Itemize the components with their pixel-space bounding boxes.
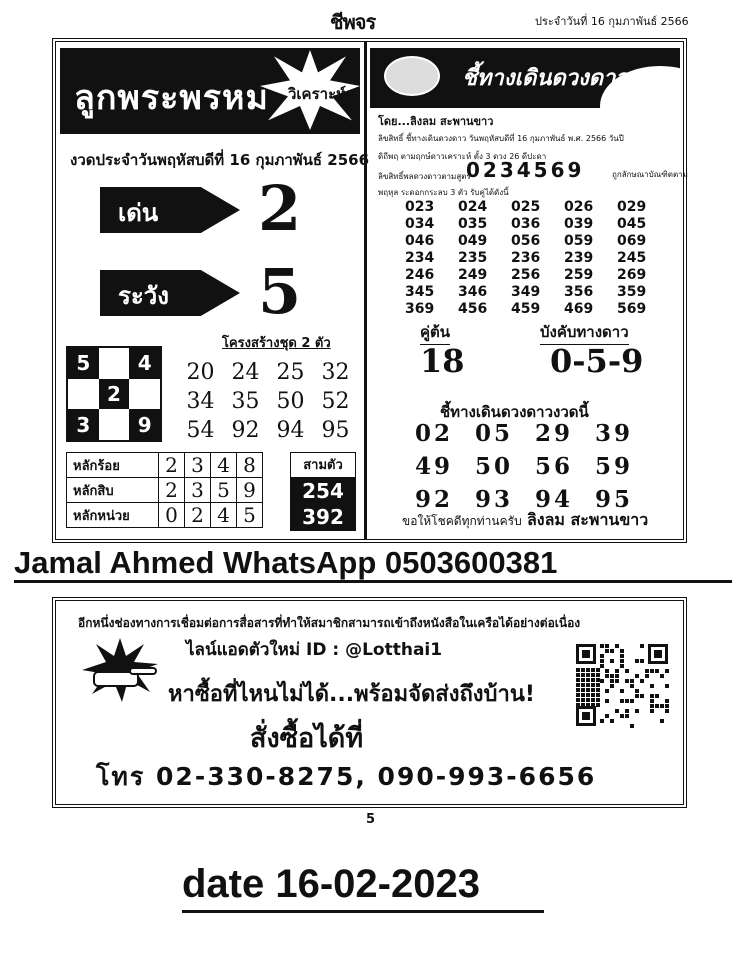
left-banner-title: ลูกพระพรหม <box>74 78 269 118</box>
triple-number: 025 <box>511 199 541 215</box>
route-number: 92 <box>415 486 454 513</box>
blessing-text: ขอให้โชคดีทุกท่านครับ <box>402 514 522 528</box>
triple-number: 569 <box>617 301 647 317</box>
pairs-grid <box>178 360 358 443</box>
pairs-structure-label: โครงสร้างชุด 2 ตัว <box>222 336 331 351</box>
watermark-contact: Jamal Ahmed WhatsApp 0503600381 <box>14 545 558 580</box>
run-value: 2 <box>258 172 302 245</box>
copyright-note: ลิขสิทธิ์ ชี้ทางเดินดวงดาว วันพฤหัสบดีที่ 16 กุมภาพันธ์ พ.ศ. 2566 วันปี <box>378 134 624 143</box>
pair-value: 18 <box>420 342 465 380</box>
route-number: 39 <box>595 420 634 447</box>
qr-code-icon <box>574 642 670 728</box>
right-banner <box>370 48 680 108</box>
triple-number: 036 <box>511 216 541 232</box>
checker-cell: 2 <box>99 379 130 410</box>
pair-number: 95 <box>321 418 350 443</box>
draw-date-line: งวดประจำวันพฤหัสบดีที่ 16 กุมภาพันธ์ 2566 <box>70 151 370 169</box>
digit-cell: 5 <box>211 478 237 503</box>
pair-number: 52 <box>321 389 350 414</box>
row-label: หลักร้อย <box>67 453 159 478</box>
digit-cell: 3 <box>185 478 211 503</box>
pair-number: 32 <box>321 360 350 385</box>
triple-number: 235 <box>458 250 488 266</box>
pointing-hand-icon <box>80 636 160 706</box>
checker-cell: 3 <box>68 409 99 440</box>
author-signature: ลิงลม สะพานขาว <box>527 510 649 529</box>
digit-cell: 2 <box>159 478 185 503</box>
triples-intro: พฤหุล ระดอกกระลบ 3 ตัว รับคู่ได้ดังนี้ <box>378 188 509 197</box>
byline: โดย...ลิงลม สะพานขาว <box>378 115 494 128</box>
phone-numbers: โทร 02-330-8275, 090-993-6656 <box>96 762 597 791</box>
triple-number: 034 <box>405 216 435 232</box>
digit-cell: 3 <box>185 453 211 478</box>
triple-number: 269 <box>617 267 647 283</box>
guard-label: ระวัง <box>118 282 169 310</box>
page-number: 5 <box>366 812 376 827</box>
digit-cell: 5 <box>237 503 263 528</box>
issue-date: ประจำวันที่ 16 กุมภาพันธ์ 2566 <box>535 15 689 28</box>
triple-number: 369 <box>405 301 435 317</box>
route-number: 59 <box>595 453 634 480</box>
arrow-run <box>100 187 240 233</box>
triple-number: 056 <box>511 233 541 249</box>
guard-value: 5 <box>258 255 302 328</box>
route-number: 50 <box>475 453 514 480</box>
digit-cell: 0 <box>159 503 185 528</box>
triple-number: 039 <box>564 216 594 232</box>
newspaper-logo: ชีพจร <box>330 10 376 34</box>
line-id-text: ไลน์แอดตัวใหม่ ID : @Lotthai1 <box>186 640 443 660</box>
three-digit-value: 392 <box>291 504 355 530</box>
pair-number: 34 <box>186 389 215 414</box>
arrow-guard <box>100 270 240 316</box>
route-number: 56 <box>535 453 574 480</box>
triple-number: 046 <box>405 233 435 249</box>
route-number: 95 <box>595 486 634 513</box>
checker-cell: 5 <box>68 348 99 379</box>
watermark-underline <box>14 580 732 583</box>
route-number: 02 <box>415 420 454 447</box>
force-label: บังคับทางดาว <box>540 320 629 345</box>
route-number: 05 <box>475 420 514 447</box>
order-text: สั่งซื้อได้ที่ <box>250 723 364 754</box>
triple-number: 459 <box>511 301 541 317</box>
triple-number: 023 <box>405 199 435 215</box>
astrology-note: ดิถีพฤ ตามฤกษ์ดาวเคราะห์ ตั้ง 3 ดวง 26 ดีปะดา <box>378 152 547 161</box>
triples-grid <box>405 199 670 317</box>
table-row <box>67 503 263 528</box>
route-number: 49 <box>415 453 454 480</box>
route-label: ชี้ทางเดินดวงดาวงวดนี้ <box>440 403 589 421</box>
digit-cell: 9 <box>237 478 263 503</box>
row-label: หลักสิบ <box>67 478 159 503</box>
right-banner-title: ชี้ทางเดินดวงดาว <box>462 66 628 91</box>
checker-cell <box>99 348 130 379</box>
triple-number: 359 <box>617 284 647 300</box>
force-value: 0-5-9 <box>550 342 644 380</box>
route-number: 29 <box>535 420 574 447</box>
triple-number: 026 <box>564 199 594 215</box>
pair-number: 92 <box>231 418 260 443</box>
triple-number: 456 <box>458 301 488 317</box>
table-row <box>67 478 263 503</box>
triple-number: 035 <box>458 216 488 232</box>
route-number: 94 <box>535 486 574 513</box>
row-label: หลักหน่วย <box>67 503 159 528</box>
three-digit-box <box>290 452 356 531</box>
triple-number: 256 <box>511 267 541 283</box>
triple-number: 345 <box>405 284 435 300</box>
triple-number: 049 <box>458 233 488 249</box>
date-underline <box>182 910 544 913</box>
triple-number: 069 <box>617 233 647 249</box>
table-row <box>67 453 263 478</box>
triple-number: 024 <box>458 199 488 215</box>
checker-cell <box>99 409 130 440</box>
triple-number: 249 <box>458 267 488 283</box>
triple-number: 236 <box>511 250 541 266</box>
triple-number: 259 <box>564 267 594 283</box>
triple-number: 245 <box>617 250 647 266</box>
triple-number: 469 <box>564 301 594 317</box>
triple-number: 045 <box>617 216 647 232</box>
route-number: 93 <box>475 486 514 513</box>
three-digit-header: สามตัว <box>291 453 355 478</box>
checker-grid <box>66 346 162 442</box>
digit-cell: 2 <box>185 503 211 528</box>
formula-after: ถูกลักษณาบัณฑิตตาม <box>612 170 688 179</box>
digit-cell: 4 <box>211 503 237 528</box>
delivery-text: หาซื้อที่ไหนไม่ได้...พร้อมจัดส่งถึงบ้าน! <box>168 682 535 707</box>
checker-cell: 4 <box>129 348 160 379</box>
triple-number: 029 <box>617 199 647 215</box>
digit-cell: 8 <box>237 453 263 478</box>
pair-number: 94 <box>276 418 305 443</box>
pair-number: 50 <box>276 389 305 414</box>
run-label: เด่น <box>118 199 159 227</box>
formula-label: ลิขสิทธิ์พลดวงดาวตามสูตร <box>378 172 471 181</box>
triple-number: 059 <box>564 233 594 249</box>
digit-position-table <box>66 452 263 528</box>
star-photo-icon <box>384 56 440 96</box>
triple-number: 346 <box>458 284 488 300</box>
triple-number: 234 <box>405 250 435 266</box>
pair-number: 24 <box>231 360 260 385</box>
pair-number: 25 <box>276 360 305 385</box>
triple-number: 246 <box>405 267 435 283</box>
triple-number: 349 <box>511 284 541 300</box>
route-numbers-grid <box>415 420 655 513</box>
checker-cell: 9 <box>129 409 160 440</box>
footer-date: date 16-02-2023 <box>182 862 480 906</box>
digit-cell: 4 <box>211 453 237 478</box>
pair-number: 54 <box>186 418 215 443</box>
left-banner <box>60 48 360 134</box>
starburst-label: วิเคราะห์ <box>288 85 347 103</box>
column-divider <box>364 42 367 539</box>
pair-number: 35 <box>231 389 260 414</box>
pair-number: 20 <box>186 360 215 385</box>
checker-cell <box>129 379 160 410</box>
three-digit-value: 254 <box>291 478 355 504</box>
triple-number: 356 <box>564 284 594 300</box>
ad-headline: อีกหนึ่งช่องทางการเชื่อมต่อการสื่อสารที่ทำให้สมาชิกสามารถเข้าถึงหนังสือในเครือได้อย่างต่อเนื่อง <box>78 616 581 630</box>
checker-cell <box>68 379 99 410</box>
triple-number: 239 <box>564 250 594 266</box>
pair-label: คู่ต้น <box>420 320 450 345</box>
digit-cell: 2 <box>159 453 185 478</box>
formula-digits: 0234569 <box>466 158 585 182</box>
